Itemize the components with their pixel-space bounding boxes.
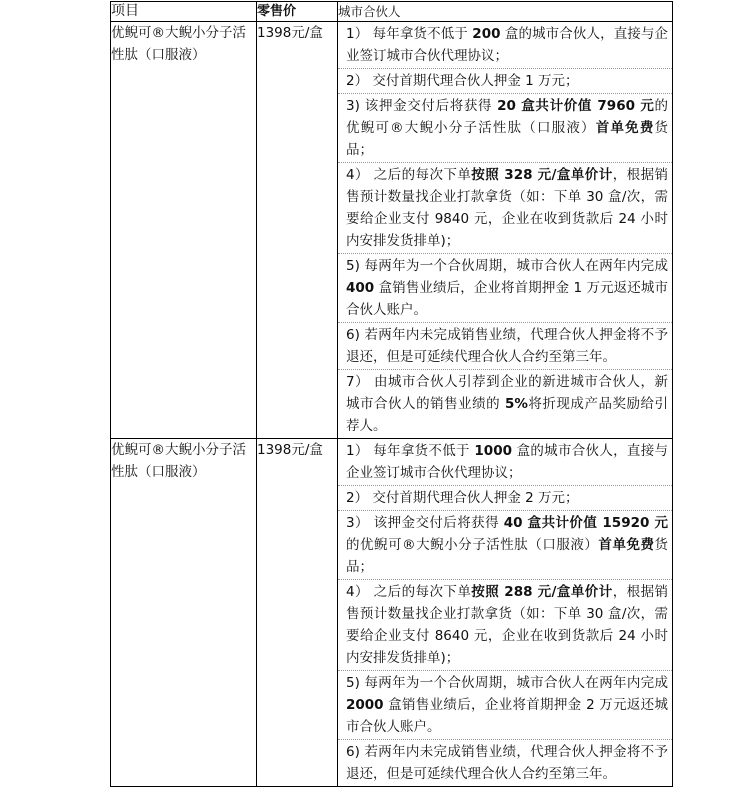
- term-emphasis: 首单免费: [598, 537, 655, 553]
- partner-terms-cell: [338, 439, 673, 787]
- term-emphasis: 2000: [346, 697, 384, 713]
- term-item: [338, 486, 672, 511]
- term-text: 1） 每年拿货不低于: [346, 26, 473, 42]
- term-emphasis: 5%: [504, 396, 528, 412]
- term-text: 盒的城市合伙人，直接与企业签订城市合伙代理协议；: [346, 26, 668, 64]
- term-text: 6) 若两年内未完成销售业绩，代理合伙人押金将不予退还，但是可延续代理合伙人合约至第三年。: [346, 327, 668, 365]
- term-text: 5) 每两年为一个合伙周期，城市合伙人在两年内完成: [346, 675, 668, 691]
- term-text: ，根据销售预计数量找企业打款拿货（如：下单 30 盒/次，需要给企业支付 8640 元，企业在收到货款后 24 小时内安排发货排单)；: [346, 584, 669, 666]
- product-name-cell: 优鲵可®大鲵小分子活性肽（口服液）: [111, 439, 257, 787]
- term-text: 3） 该押金交付后将获得: [346, 515, 504, 531]
- term-emphasis: 400: [346, 280, 375, 296]
- term-text: 盒的城市合伙人，直接与企业签订城市合伙代理协议；: [346, 443, 669, 481]
- header-price: 零售价: [257, 2, 338, 22]
- term-emphasis: 20 盒共计价值 7960 元: [497, 98, 655, 114]
- term-text: 的优鲵可®大鲵小分子活性肽（口服液）: [346, 537, 599, 553]
- term-text: 货品；: [346, 120, 669, 158]
- term-emphasis: 按照 288 元/盒单价计: [471, 584, 613, 600]
- header-item: 项目: [111, 2, 257, 22]
- term-text: 2） 交付首期代理合伙人押金 1 万元；: [346, 73, 579, 89]
- term-text: 的优鲵可®大鲵小分子活性肽（口服液）: [346, 98, 668, 136]
- term-text: 3) 该押金交付后将获得: [346, 98, 498, 114]
- term-text: 6) 若两年内未完成销售业绩，代理合伙人押金将不予退还，但是可延续代理合伙人合约至第三年。: [346, 744, 668, 782]
- term-item: [338, 511, 672, 580]
- term-text: ，根据销售预计数量找企业打款拿货（如：下单 30 盒/次，需要给企业支付 9840 元，企业在收到货款后 24 小时内安排发货排单)；: [346, 167, 669, 249]
- term-item: [338, 22, 672, 69]
- table-row: [111, 439, 673, 787]
- term-text: 盒销售业绩后，企业将首期押金 2 万元返还城市合伙人账户。: [346, 697, 668, 735]
- term-item: [338, 671, 672, 740]
- product-name-cell: 优鲵可®大鲵小分子活性肽（口服液）: [111, 22, 257, 439]
- table-row: [111, 22, 673, 439]
- term-text: 7） 由城市合伙人引荐到企业的新进城市合伙人，新城市合伙人的销售业绩的: [346, 374, 668, 412]
- term-item: [338, 740, 672, 786]
- partner-table: [110, 1, 673, 787]
- term-text: 1） 每年拿货不低于: [346, 443, 475, 459]
- header-partner: 城市合伙人: [338, 2, 673, 22]
- term-item: [338, 163, 672, 254]
- term-emphasis: 40 盒共计价值 15920 元: [503, 515, 669, 531]
- price-cell: 1398元/盒: [257, 22, 338, 439]
- term-item: [338, 580, 672, 671]
- term-item: [338, 323, 672, 370]
- term-emphasis: 按照 328 元/盒单价计: [471, 167, 613, 183]
- term-item: [338, 439, 672, 486]
- term-emphasis: 首单免费: [595, 120, 655, 136]
- price-cell: 1398元/盒: [257, 439, 338, 787]
- term-item: [338, 254, 672, 323]
- term-text: 5) 每两年为一个合伙周期，城市合伙人在两年内完成: [346, 258, 668, 274]
- term-item: [338, 69, 672, 94]
- term-item: [338, 370, 672, 438]
- table-header-row: [111, 2, 673, 22]
- term-text: 2） 交付首期代理合伙人押金 2 万元；: [346, 490, 579, 506]
- term-text: 货品；: [346, 537, 669, 575]
- term-text: 4） 之后的每次下单: [346, 167, 472, 183]
- partner-terms-cell: [338, 22, 673, 439]
- term-text: 盒销售业绩后，企业将首期押金 1 万元返还城市合伙人账户。: [346, 280, 668, 318]
- term-emphasis: 200: [472, 26, 501, 42]
- term-item: [338, 94, 672, 163]
- term-text: 将折现成产品奖励给引荐人。: [346, 396, 669, 434]
- term-emphasis: 1000: [474, 443, 512, 459]
- term-text: 4） 之后的每次下单: [346, 584, 472, 600]
